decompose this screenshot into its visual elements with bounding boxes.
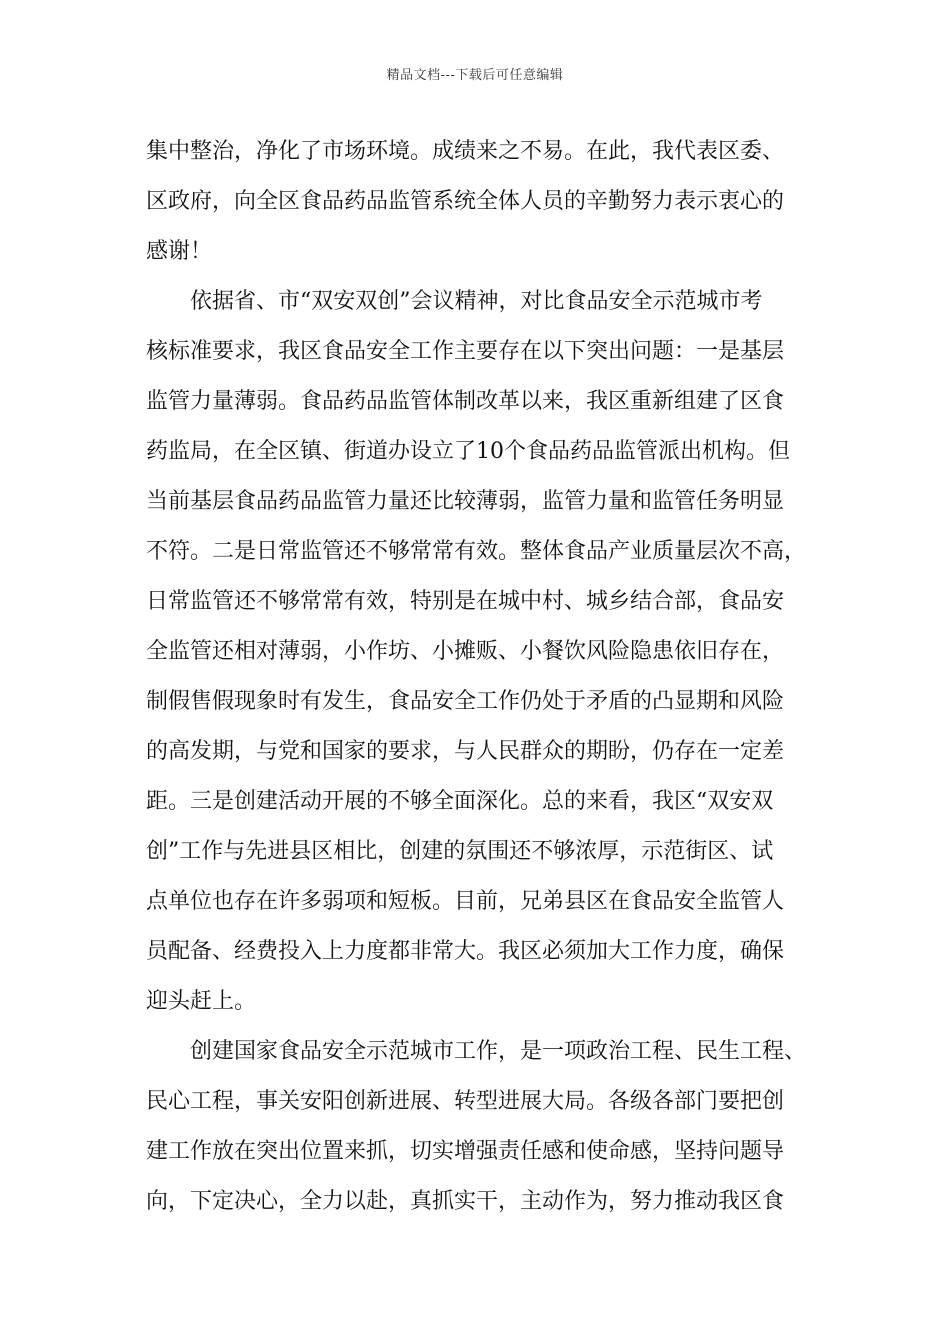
- text-line: 全监管还相对薄弱，小作坊、小摊贩、小餐饮风险隐患依旧存在，: [146, 639, 785, 664]
- paragraph-first-line: 创建国家食品安全示范城市工作，是一项政治工程、民生工程、: [190, 1039, 807, 1064]
- text-line: 药监局，在全区镇、街道办设立了10个食品药品监管派出机构。但: [146, 439, 790, 464]
- text-line: 集中整治，净化了市场环境。成绩来之不易。在此，我代表区委、: [146, 139, 785, 164]
- text-line: 民心工程，事关安阳创新进展、转型进展大局。各级各部门要把创: [146, 1089, 785, 1114]
- text-line: 日常监管还不够常常有效，特别是在城中村、城乡结合部，食品安: [146, 589, 785, 614]
- text-line: 员配备、经费投入上力度都非常大。我区必须加大工作力度，确保: [146, 939, 785, 964]
- text-line: 的高发期，与党和国家的要求，与人民群众的期盼，仍存在一定差: [146, 739, 785, 764]
- text-line: 制假售假现象时有发生，食品安全工作仍处于矛盾的凸显期和风险: [146, 689, 785, 714]
- text-line: 当前基层食品药品监管力量还比较薄弱，监管力量和监管任务明显: [146, 489, 785, 514]
- text-line: 感谢！: [146, 239, 213, 264]
- text-line: 距。三是创建活动开展的不够全面深化。总的来看，我区“双安双: [146, 789, 774, 814]
- text-line: 迎头赶上。: [146, 989, 257, 1014]
- text-line: 建工作放在突出位置来抓，切实增强责任感和使命感，坚持问题导: [146, 1139, 785, 1164]
- text-line: 区政府，向全区食品药品监管系统全体人员的辛勤努力表示衷心的: [146, 189, 785, 214]
- text-line: 监管力量薄弱。食品药品监管体制改革以来，我区重新组建了区食: [146, 389, 785, 414]
- body-text: [146, 127, 808, 1227]
- text-line: 核标准要求，我区食品安全工作主要存在以下突出问题：一是基层: [146, 339, 785, 364]
- text-line: 不符。二是日常监管还不够常常有效。整体食品产业质量层次不高，: [146, 539, 807, 564]
- text-line: 向，下定决心，全力以赴，真抓实干，主动作为，努力推动我区食: [146, 1189, 785, 1214]
- text-line: 点单位也存在许多弱项和短板。目前，兄弟县区在食品安全监管人: [146, 889, 785, 914]
- text-line: 创”工作与先进县区相比，创建的氛围还不够浓厚，示范街区、试: [146, 839, 774, 864]
- page-header: 精品文档---下载后可任意编辑: [386, 68, 564, 83]
- paragraph-first-line: 依据省、市“双安双创”会议精神，对比食品安全示范城市考: [190, 289, 763, 314]
